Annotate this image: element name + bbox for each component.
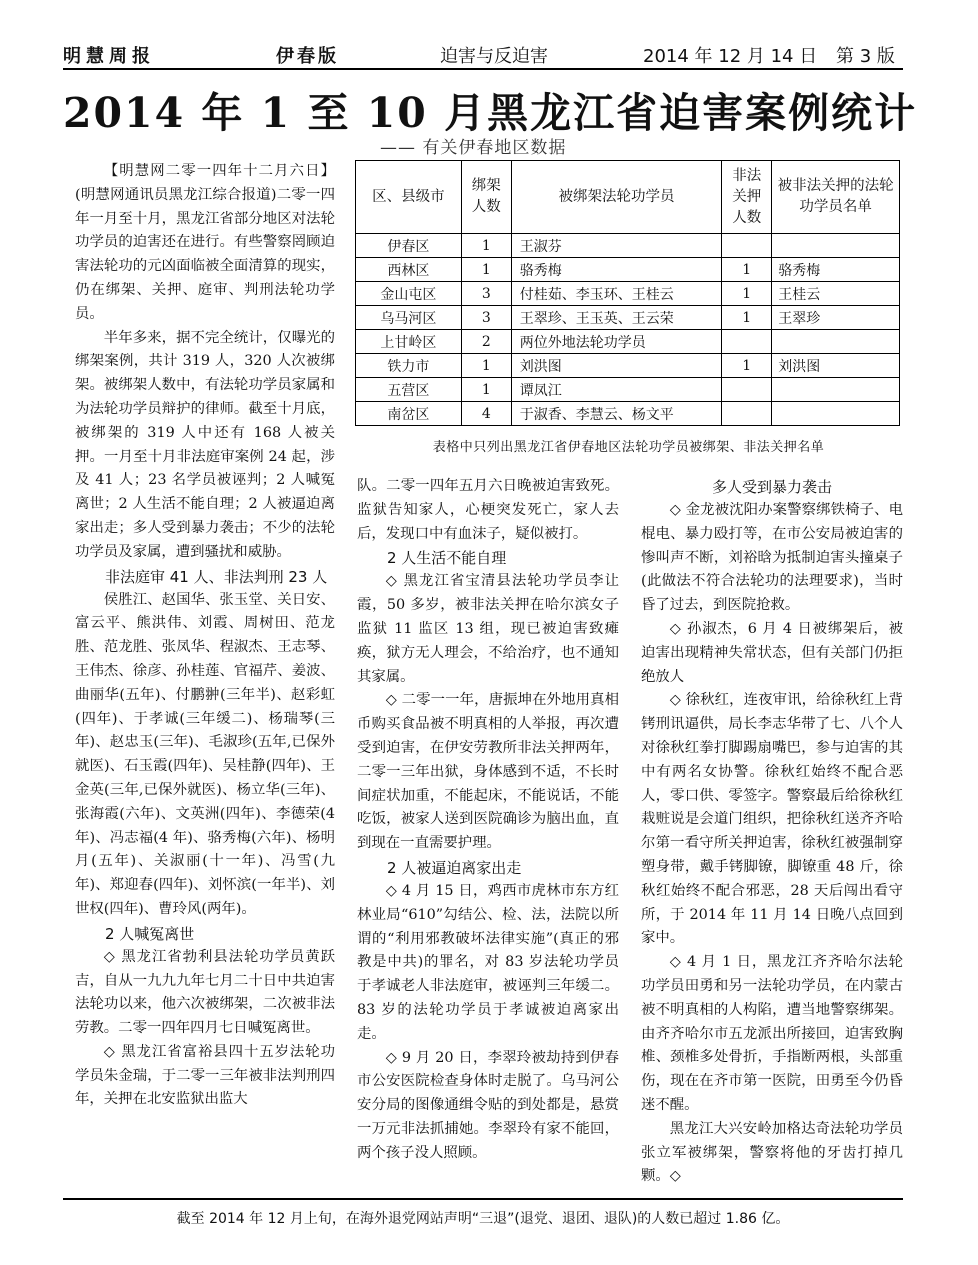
abducted-count-cell: 1: [461, 354, 511, 378]
district-cell: 上甘岭区: [356, 330, 462, 354]
detained-names-cell: [772, 402, 900, 426]
abducted-count-cell: 3: [461, 306, 511, 330]
abducted-names-cell: 付桂茹、李玉环、王桂云: [511, 282, 722, 306]
page-number: 第 3 版: [836, 46, 895, 67]
abducted-names-cell: 谭凤江: [511, 378, 722, 402]
masthead: [63, 36, 903, 68]
section-heading-deaths: 2 人喊冤离世: [105, 924, 195, 943]
detained-count-cell: 1: [722, 282, 772, 306]
abducted-names-cell: 两位外地法轮功学员: [511, 330, 722, 354]
table-row: [356, 234, 900, 258]
case-paragraph: ◇ 黑龙江省宝清县法轮功学员李让霞，50 多岁，被非法关押在哈尔滨女子监狱 11 监区 13 组，现已被迫害致瘫痪，狱方无人理会，不给治疗，也不通知其家属。: [357, 573, 619, 685]
abducted-count-cell: 2: [461, 330, 511, 354]
district-cell: 伊春区: [356, 234, 462, 258]
abducted-count-cell: 3: [461, 282, 511, 306]
table-row: [356, 378, 900, 402]
column-header: 被非法关押的法轮功学员名单: [772, 161, 900, 234]
case-paragraph: ◇ 黑龙江省富裕县四十五岁法轮功学员朱金瑞，于二零一三年被非法判刑四年，关押在北安监狱出监大: [75, 1043, 335, 1108]
case-paragraph: ◇ 二零一一年，唐振坤在外地用真相币购买食品被不明真相的人举报，再次遭受到迫害，在伊安劳教所非法关押两年，二零一三年出狱，身体感到不适，不长时间症状加重，不能起床，不能说话，不能吃饭，被家人送到医院确诊为脑出血，直到现在一直需要护理。: [357, 692, 619, 852]
column-3: [641, 475, 903, 1189]
district-cell: 铁力市: [356, 354, 462, 378]
abducted-count-cell: 4: [461, 402, 511, 426]
edition-label: 伊春版: [276, 46, 339, 67]
section-heading-violence: 多人受到暴力袭击: [711, 478, 832, 496]
article-title: 2014 年 1 至 10 月黑龙江省迫害案例统计: [63, 89, 918, 137]
case-paragraph: ◇ 黑龙江省勃利县法轮功学员黄跃吉，自从一九九九年七月二十日中共迫害法轮功以来，他六次被绑架，二次被非法劳教。二零一四年四月七日喊冤离世。: [75, 948, 335, 1037]
column-header: 被绑架法轮功学员: [511, 161, 722, 234]
district-cell: 五营区: [356, 378, 462, 402]
detained-count-cell: 1: [722, 306, 772, 330]
abducted-count-cell: 1: [461, 234, 511, 258]
district-cell: 南岔区: [356, 402, 462, 426]
section-heading-forced-from-home: 2 人被逼迫离家出走: [387, 858, 522, 877]
detained-count-cell: [722, 378, 772, 402]
footer-rule: [63, 1198, 903, 1200]
district-cell: 西林区: [356, 258, 462, 282]
detained-count-cell: 1: [722, 354, 772, 378]
detained-names-cell: [772, 234, 900, 258]
column-header: 绑架人数: [461, 161, 511, 234]
table-header-row: [356, 161, 900, 234]
case-paragraph: ◇ 孙淑杰，6 月 4 日被绑架后，被迫害出现精神失常状态，但有关部门仍拒绝放人: [641, 620, 903, 685]
abducted-names-cell: 王翠珍、王玉英、王云荣: [511, 306, 722, 330]
column-2: [357, 475, 619, 1166]
table-caption: 表格中只列出黑龙江省伊春地区法轮功学员被绑架、非法关押名单: [432, 440, 825, 455]
case-paragraph: ◇ 9 月 20 日，李翠玲被劫持到伊春市公安医院检查身体时走脱了。乌马河公安分局的图像通缉令贴的到处都是，悬赏一万元非法抓捕她。李翠玲有家不能回，两个孩子没人照顾。: [357, 1049, 619, 1161]
detained-names-cell: [772, 378, 900, 402]
case-paragraph: ◇ 4 月 15 日，鸡西市虎林市东方红林业局“610”勾结公、检、法，法院以所谓的“利用邪教破坏法律实施”(真正的邪教是中共)的罪名，对 83 岁法轮功学员于孝诚老人非法庭审，被诬判三年缓二。83 岁的法轮功学员于孝诚被迫离家出走。: [357, 882, 619, 1042]
abducted-names-cell: 骆秀梅: [511, 258, 722, 282]
abducted-names-cell: 于淑香、李慧云、杨文平: [511, 402, 722, 426]
detained-names-cell: [772, 330, 900, 354]
detained-count-cell: 1: [722, 258, 772, 282]
article-subtitle: —— 有关伊春地区数据: [380, 138, 567, 158]
detained-names-cell: 刘洪图: [772, 354, 900, 378]
table-row: [356, 354, 900, 378]
case-paragraph: ◇ 徐秋红，连夜审讯，给徐秋红上背铐刑讯逼供，局长李志华带了七、八个人对徐秋红拳打脚踢扇嘴巴，参与迫害的其中有两名女协警。徐秋红始终不配合恶人，零口供、零签字。警察最后给徐秋红栽赃说是会道门组织，把徐秋红送齐齐哈尔第一看守所关押迫害，徐秋红被强制穿塑身带，戴手铐脚镣，脚镣重 48 斤，徐秋红始终不配合邪恶，28 天后闯出看守所，于 2014 年 11 月 14 日晚八点回到家中。: [641, 692, 903, 947]
detained-names-cell: 王翠珍: [772, 306, 900, 330]
section-heading-incapacitated: 2 人生活不能自理: [387, 549, 507, 568]
table-row: [356, 282, 900, 306]
intro-paragraph: 【明慧网二零一四年十二月六日】(明慧网通讯员黑龙江综合报道)二零一四年一月至十月，黑龙江省部分地区对法轮功学员的迫害还在进行。有些警察罔顾迫害法轮功的元凶面临被全面清算的现实，仍在绑架、关押、庭审、判刑法轮功学员。: [75, 163, 335, 322]
case-paragraph: 黑龙江大兴安岭加格达奇法轮功学员张立军被绑架，警察将他的牙齿打掉几颗。◇: [641, 1120, 903, 1185]
case-paragraph: ◇ 4 月 1 日，黑龙江齐齐哈尔法轮功学员田勇和另一法轮功学员，在内蒙古被不明真相的人构陷，遭当地警察绑架。由齐齐哈尔市五龙派出所接回，迫害致胸椎、颈椎多处骨折，手指断两根，头部重伤，现在在齐市第一医院，田勇至今仍昏迷不醒。: [641, 954, 903, 1113]
sentenced-names-paragraph: 侯胜江、赵国华、张玉堂、关日安、富云平、熊洪伟、刘霞、周树田、范龙胜、范龙胜、张凤华、程淑杰、王志琴、王伟杰、徐彦、孙桂莲、官福芹、姜波、曲丽华(五年)、付鹏翀(三年半)、赵彩虹(四年)、于孝诚(三年缓二)、杨瑞琴(三年)、赵忠玉(三年)、毛淑珍(五年,已保外就医)、石玉霞(四年)、吴桂静(四年)、王金英(三年,已保外就医)、杨立华(三年)、张海霞(六年)、文英洲(四年)、李德荣(4 年)、冯志福(4 年)、骆秀梅(六年)、杨明月(五年)、关淑丽(十一年)、冯雪(九年)、郑迎春(四年)、刘怀滨(一年半)、刘世权(四年)、曹玲风(两年)。: [75, 591, 335, 917]
header-rule: [63, 68, 903, 70]
table-row: [356, 402, 900, 426]
section-label: 迫害与反迫害: [440, 46, 548, 67]
detained-names-cell: 王桂云: [772, 282, 900, 306]
abducted-names-cell: 刘洪图: [511, 354, 722, 378]
district-cell: 金山屯区: [356, 282, 462, 306]
issue-date: 2014 年 12 月 14 日: [643, 46, 818, 67]
column-header: 区、县级市: [356, 161, 462, 234]
detained-count-cell: [722, 330, 772, 354]
table-row: [356, 306, 900, 330]
column-1: [75, 160, 335, 1112]
abducted-names-cell: 王淑芬: [511, 234, 722, 258]
newspaper-name: 明慧周报: [63, 46, 155, 67]
footer-note: 截至 2014 年 12 月上旬，在海外退党网站声明“三退”(退党、退团、退队)的人数已超过 1.86 亿。: [176, 1211, 790, 1227]
abducted-count-cell: 1: [461, 258, 511, 282]
section-heading-trials: 非法庭审 41 人、非法判刑 23 人: [105, 567, 328, 586]
case-paragraph: 队。二零一四年五月六日晚被迫害致死。监狱告知家人，心梗突发死亡，家人去后，发现口中有血沫子，疑似被打。: [357, 478, 619, 542]
detained-count-cell: [722, 402, 772, 426]
table-row: [356, 330, 900, 354]
persecution-stats-table: [355, 160, 900, 426]
abducted-count-cell: 1: [461, 378, 511, 402]
column-header: 非法关押人数: [722, 161, 772, 234]
district-cell: 乌马河区: [356, 306, 462, 330]
case-paragraph: ◇ 金龙被沈阳办案警察绑铁椅子、电棍电、暴力殴打等，在市公安局被迫害的惨叫声不断，刘裕晗为抵制迫害头撞桌子(此做法不符合法轮功的法理要求)，当时昏了过去，到医院抢救。: [641, 502, 903, 614]
detained-names-cell: 骆秀梅: [772, 258, 900, 282]
summary-paragraph: 半年多来，据不完全统计，仅曝光的绑架案例，共计 319 人，320 人次被绑架。被绑架人数中，有法轮功学员家属和为法轮功学员辩护的律师。截至十月底，被绑架的 319 人中还有 168 人被关押。一月至十月非法庭审案例 24 起，涉及 41 人；23 名学员被诬判；2 人喊冤离世；2 人生活不能自理；2 人被逼迫离家出走；多人受到暴力袭击；不少的法轮功学员及家属，遭到骚扰和威胁。: [75, 329, 335, 560]
table-row: [356, 258, 900, 282]
detained-count-cell: [722, 234, 772, 258]
